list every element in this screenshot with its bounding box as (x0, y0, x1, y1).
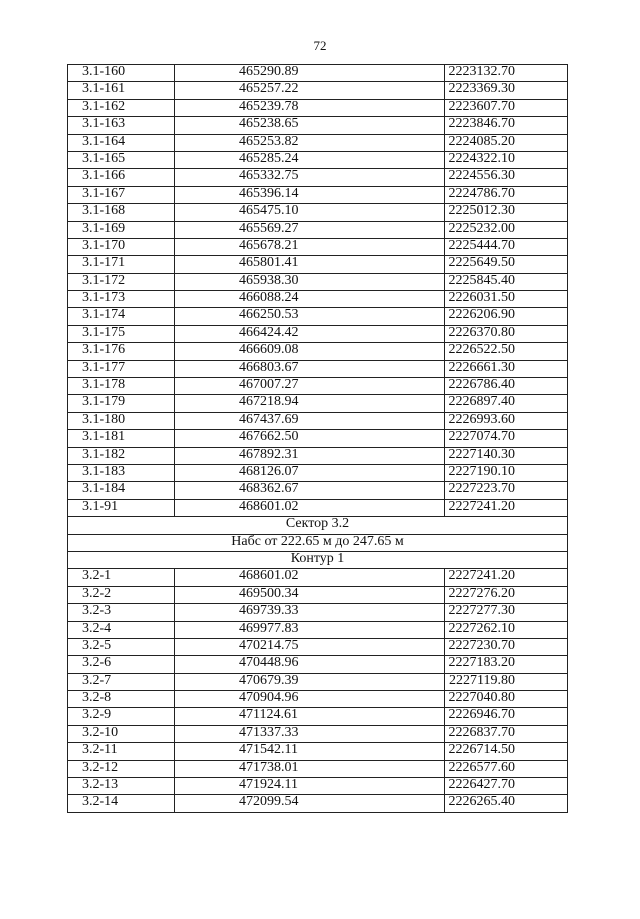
point-id-cell: 3.2-12 (68, 760, 175, 777)
x-coordinate-cell: 470214.75 (175, 638, 445, 655)
point-id-cell: 3.1-164 (68, 134, 175, 151)
x-coordinate-cell: 465938.30 (175, 273, 445, 290)
point-id-cell: 3.1-160 (68, 65, 175, 82)
x-coordinate-cell: 465678.21 (175, 238, 445, 255)
x-coordinate-cell: 465238.65 (175, 117, 445, 134)
table-row (68, 65, 568, 82)
x-coordinate-cell: 470448.96 (175, 656, 445, 673)
point-id-cell: 3.1-166 (68, 169, 175, 186)
y-coordinate-cell: 2223132.70 (445, 65, 568, 82)
page-number: 72 (313, 38, 327, 53)
x-coordinate-cell: 468362.67 (175, 482, 445, 499)
x-coordinate-cell: 465332.75 (175, 169, 445, 186)
table-row (68, 273, 568, 290)
table-row (68, 151, 568, 168)
y-coordinate-cell: 2227277.30 (445, 604, 568, 621)
y-coordinate-cell: 2225012.30 (445, 204, 568, 221)
x-coordinate-cell: 469977.83 (175, 621, 445, 638)
table-row (68, 464, 568, 481)
y-coordinate-cell: 2226946.70 (445, 708, 568, 725)
x-coordinate-cell: 471542.11 (175, 743, 445, 760)
point-id-cell: 3.2-7 (68, 673, 175, 690)
contour-title: Контур 1 (68, 551, 568, 568)
table-row (68, 638, 568, 655)
y-coordinate-cell: 2227140.30 (445, 447, 568, 464)
x-coordinate-cell: 469739.33 (175, 604, 445, 621)
sector-title: Сектор 3.2 (68, 517, 568, 534)
x-coordinate-cell: 467662.50 (175, 430, 445, 447)
y-coordinate-cell: 2226427.70 (445, 778, 568, 795)
x-coordinate-cell: 468126.07 (175, 464, 445, 481)
table-row (68, 760, 568, 777)
table-body-bottom (68, 569, 568, 812)
x-coordinate-cell: 471924.11 (175, 778, 445, 795)
coordinates-table (67, 64, 568, 813)
y-coordinate-cell: 2225649.50 (445, 256, 568, 273)
point-id-cell: 3.1-174 (68, 308, 175, 325)
table-row (68, 291, 568, 308)
point-id-cell: 3.1-182 (68, 447, 175, 464)
section-row (68, 551, 568, 568)
point-id-cell: 3.1-173 (68, 291, 175, 308)
x-coordinate-cell: 465253.82 (175, 134, 445, 151)
table-row (68, 204, 568, 221)
x-coordinate-cell: 467892.31 (175, 447, 445, 464)
x-coordinate-cell: 465239.78 (175, 99, 445, 116)
table-row (68, 117, 568, 134)
point-id-cell: 3.1-172 (68, 273, 175, 290)
y-coordinate-cell: 2227241.20 (445, 499, 568, 516)
y-coordinate-cell: 2226206.90 (445, 308, 568, 325)
table-row (68, 795, 568, 812)
table-body-top (68, 65, 568, 517)
y-coordinate-cell: 2227223.70 (445, 482, 568, 499)
y-coordinate-cell: 2224786.70 (445, 186, 568, 203)
y-coordinate-cell: 2227262.10 (445, 621, 568, 638)
point-id-cell: 3.1-178 (68, 378, 175, 395)
x-coordinate-cell: 471124.61 (175, 708, 445, 725)
table-row (68, 586, 568, 603)
table-row (68, 221, 568, 238)
x-coordinate-cell: 465475.10 (175, 204, 445, 221)
x-coordinate-cell: 465290.89 (175, 65, 445, 82)
x-coordinate-cell: 468601.02 (175, 499, 445, 516)
y-coordinate-cell: 2225845.40 (445, 273, 568, 290)
point-id-cell: 3.1-170 (68, 238, 175, 255)
y-coordinate-cell: 2223607.70 (445, 99, 568, 116)
y-coordinate-cell: 2224322.10 (445, 151, 568, 168)
section-row (68, 534, 568, 551)
y-coordinate-cell: 2226714.50 (445, 743, 568, 760)
x-coordinate-cell: 465801.41 (175, 256, 445, 273)
table-row (68, 708, 568, 725)
point-id-cell: 3.2-10 (68, 725, 175, 742)
x-coordinate-cell: 472099.54 (175, 795, 445, 812)
x-coordinate-cell: 466250.53 (175, 308, 445, 325)
point-id-cell: 3.2-1 (68, 569, 175, 586)
y-coordinate-cell: 2226370.80 (445, 325, 568, 342)
y-coordinate-cell: 2226577.60 (445, 760, 568, 777)
x-coordinate-cell: 471738.01 (175, 760, 445, 777)
y-coordinate-cell: 2223369.30 (445, 82, 568, 99)
y-coordinate-cell: 2226786.40 (445, 378, 568, 395)
table-row (68, 691, 568, 708)
table-row (68, 325, 568, 342)
point-id-cell: 3.1-169 (68, 221, 175, 238)
y-coordinate-cell: 2224556.30 (445, 169, 568, 186)
y-coordinate-cell: 2225444.70 (445, 238, 568, 255)
y-coordinate-cell: 2227183.20 (445, 656, 568, 673)
table-row (68, 569, 568, 586)
x-coordinate-cell: 467218.94 (175, 395, 445, 412)
y-coordinate-cell: 2227119.80 (445, 673, 568, 690)
point-id-cell: 3.1-91 (68, 499, 175, 516)
x-coordinate-cell: 468601.02 (175, 569, 445, 586)
y-coordinate-cell: 2226837.70 (445, 725, 568, 742)
y-coordinate-cell: 2227040.80 (445, 691, 568, 708)
point-id-cell: 3.1-180 (68, 412, 175, 429)
table-row (68, 499, 568, 516)
point-id-cell: 3.2-6 (68, 656, 175, 673)
point-id-cell: 3.2-13 (68, 778, 175, 795)
table-row (68, 343, 568, 360)
y-coordinate-cell: 2227230.70 (445, 638, 568, 655)
x-coordinate-cell: 469500.34 (175, 586, 445, 603)
y-coordinate-cell: 2227276.20 (445, 586, 568, 603)
section-row (68, 517, 568, 534)
point-id-cell: 3.1-179 (68, 395, 175, 412)
x-coordinate-cell: 465396.14 (175, 186, 445, 203)
x-coordinate-cell: 471337.33 (175, 725, 445, 742)
table-row (68, 308, 568, 325)
point-id-cell: 3.2-5 (68, 638, 175, 655)
table-row (68, 673, 568, 690)
point-id-cell: 3.2-3 (68, 604, 175, 621)
point-id-cell: 3.1-165 (68, 151, 175, 168)
point-id-cell: 3.1-163 (68, 117, 175, 134)
x-coordinate-cell: 465569.27 (175, 221, 445, 238)
y-coordinate-cell: 2226661.30 (445, 360, 568, 377)
table-row (68, 82, 568, 99)
point-id-cell: 3.1-168 (68, 204, 175, 221)
point-id-cell: 3.2-4 (68, 621, 175, 638)
table-row (68, 360, 568, 377)
table-row (68, 743, 568, 760)
x-coordinate-cell: 470904.96 (175, 691, 445, 708)
y-coordinate-cell: 2227190.10 (445, 464, 568, 481)
table-row (68, 134, 568, 151)
y-coordinate-cell: 2226265.40 (445, 795, 568, 812)
table-row (68, 621, 568, 638)
y-coordinate-cell: 2227241.20 (445, 569, 568, 586)
point-id-cell: 3.1-175 (68, 325, 175, 342)
point-id-cell: 3.2-8 (68, 691, 175, 708)
table-row (68, 482, 568, 499)
point-id-cell: 3.2-9 (68, 708, 175, 725)
y-coordinate-cell: 2227074.70 (445, 430, 568, 447)
table-row (68, 395, 568, 412)
table-row (68, 604, 568, 621)
point-id-cell: 3.2-14 (68, 795, 175, 812)
y-coordinate-cell: 2226897.40 (445, 395, 568, 412)
x-coordinate-cell: 466609.08 (175, 343, 445, 360)
y-coordinate-cell: 2224085.20 (445, 134, 568, 151)
point-id-cell: 3.1-171 (68, 256, 175, 273)
table-row (68, 412, 568, 429)
table-row (68, 725, 568, 742)
x-coordinate-cell: 467007.27 (175, 378, 445, 395)
point-id-cell: 3.1-176 (68, 343, 175, 360)
x-coordinate-cell: 465285.24 (175, 151, 445, 168)
table-row (68, 99, 568, 116)
section-header (68, 517, 568, 569)
point-id-cell: 3.1-183 (68, 464, 175, 481)
point-id-cell: 3.2-2 (68, 586, 175, 603)
x-coordinate-cell: 465257.22 (175, 82, 445, 99)
table-row (68, 186, 568, 203)
table-row (68, 656, 568, 673)
table-row (68, 778, 568, 795)
y-coordinate-cell: 2226522.50 (445, 343, 568, 360)
point-id-cell: 3.1-161 (68, 82, 175, 99)
point-id-cell: 3.1-184 (68, 482, 175, 499)
x-coordinate-cell: 466088.24 (175, 291, 445, 308)
point-id-cell: 3.2-11 (68, 743, 175, 760)
point-id-cell: 3.1-177 (68, 360, 175, 377)
table-row (68, 447, 568, 464)
height-range: Набс от 222.65 м до 247.65 м (68, 534, 568, 551)
x-coordinate-cell: 466424.42 (175, 325, 445, 342)
point-id-cell: 3.1-162 (68, 99, 175, 116)
x-coordinate-cell: 466803.67 (175, 360, 445, 377)
y-coordinate-cell: 2226031.50 (445, 291, 568, 308)
y-coordinate-cell: 2223846.70 (445, 117, 568, 134)
table-row (68, 169, 568, 186)
table-row (68, 238, 568, 255)
y-coordinate-cell: 2225232.00 (445, 221, 568, 238)
table-row (68, 430, 568, 447)
point-id-cell: 3.1-167 (68, 186, 175, 203)
table-row (68, 256, 568, 273)
x-coordinate-cell: 470679.39 (175, 673, 445, 690)
x-coordinate-cell: 467437.69 (175, 412, 445, 429)
y-coordinate-cell: 2226993.60 (445, 412, 568, 429)
point-id-cell: 3.1-181 (68, 430, 175, 447)
table-row (68, 378, 568, 395)
